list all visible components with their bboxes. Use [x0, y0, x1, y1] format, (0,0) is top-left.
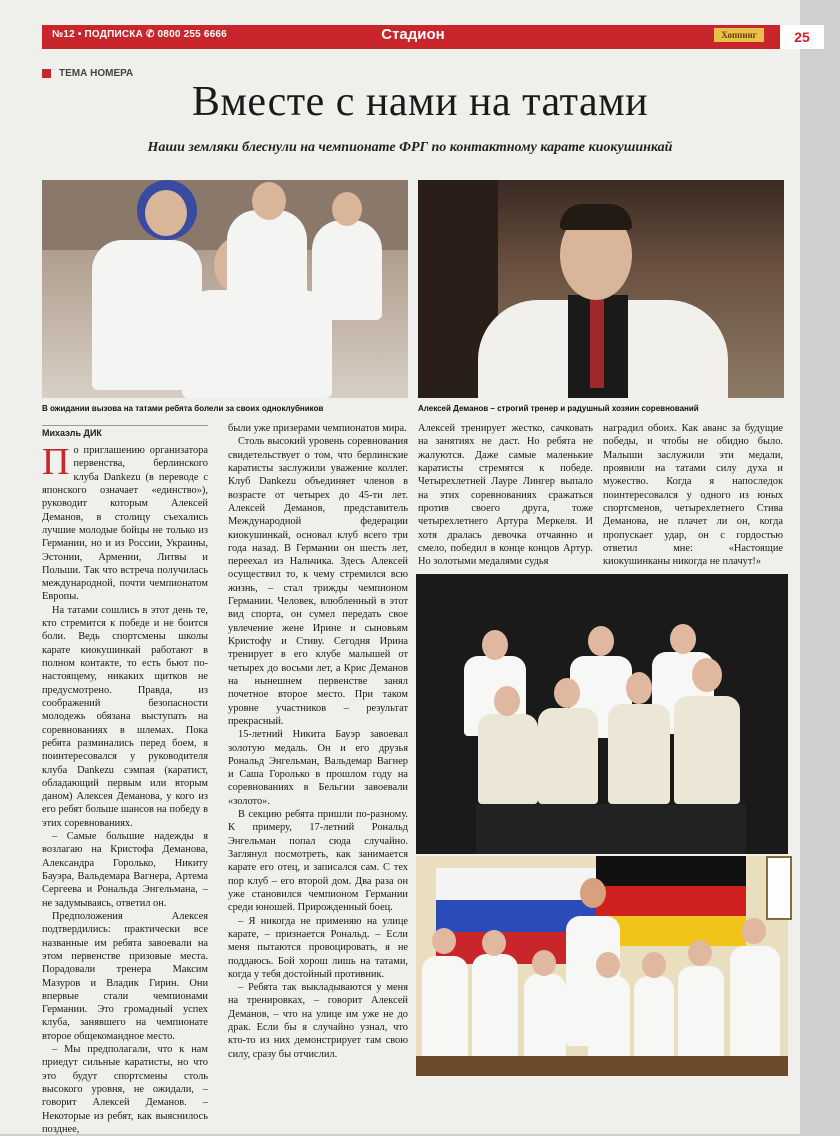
issue-info: №12 • ПОДПИСКА ✆ 0800 255 6666	[52, 29, 227, 40]
byline: Михаэль ДИК	[42, 425, 208, 438]
drop-cap: П	[42, 441, 70, 483]
section-title: Стадион	[381, 26, 445, 43]
article-title: Вместе с нами на татами	[191, 79, 649, 125]
col4-para-1: наградил обоих. Как аванс за будущие победы, и чтобы не обидно было. Малыши заслужили эти медали, проявили на татами силу духа и мужество. Когда я напоследок поинтересовался у одного из юных спортсменов, четырехлетнего Стива Деманова, не плачет ли он, когда пропускает удар, он с гордостью ответил мне: «Настоящие киокушинканы никогда не плачут!»	[603, 423, 783, 568]
photo-kids-flags	[416, 856, 788, 1076]
col1-para-2: На татами сошлись в этот день те, кто стремится к победе и не боится боли. Ведь спортсмены школы карате киокушинкай работают в полном контакте, то есть бьют по-настоящему, никаких щитков не предусмотрено. Правда, из соображений безопасности молодежь обязана выступать на соревнованиях в шлемах. Пока ребята разминались перед боем, я поинтересовался у руководителя клуба Dankezu сэмпая (каратист, обладающий первым или вторым даном) Алексея Деманова, у кого из его ребят больше шансов на победу в этих соревнованиях.	[42, 604, 208, 829]
rubric-marker-icon	[42, 69, 51, 78]
col1-para-5: – Мы предполагали, что к нам приедут сильные каратисты, но что это будут спортсмены столь высокого уровня, не ожидали, – говорит Алексей Деманов. – Некоторые из ребят, как выяснилось позднее,	[42, 1044, 208, 1135]
caption-photo-coach: Алексей Деманов – строгий тренер и радушный хозяин соревнований	[418, 404, 699, 413]
col2-para-4: В секцию ребята пришли по-разному. К примеру, 17-летний Рональд Энгельман попал сюда случайно. Заглянул посмотреть, как занимается карате его отец, и записался сам. С тех пор клуб – его второй дом. Два раза он уже становился чемпионом Германии среди юношей. Прирожденный боец.	[228, 809, 408, 914]
photo-coach	[418, 180, 784, 398]
photo-team-stage	[416, 574, 788, 854]
page-number: 25	[780, 25, 824, 49]
caption-photo-kids: В ожидании вызова на татами ребята болели за своих одноклубников	[42, 404, 324, 413]
col2-para-3: 15-летний Никита Бауэр завоевал золотую медаль. Он и его друзья Рональд Энгельман, Вальдемар Вагнер и Саша Горолько в прошлом году на соревнованиях в Бельгии завоевали «золото».	[228, 729, 408, 807]
column-1	[42, 441, 208, 1135]
column-2	[228, 422, 408, 1102]
col2-para-2: Столь высокий уровень соревнования свидетельствует о том, что берлинские каратисты заслужили уважение коллег. Клуб Dankezu объединяет членов в возрасте от четырех до 45-ти лет. Алексей Деманов, представитель Международной федерации киокушинкай, основал клуб всего три года назад. В Германии он шесть лет, переехал из Нальчика. Здесь Алексей осуществил то, к чему стремился всю жизнь, – стал трижды чемпионом Германии. Человек, влюбленный в этот вид спорта, он сумел передать свое увлечение жене Ирине и сыновьям Кристофу и Стиву. Сегодня Ирина тренирует в его клубе малышей от четырех до восьми лет, а Крис Деманов на нынешнем первенстве занял почетное второе место. При таком уровне участников – результат прекрасный.	[228, 436, 408, 727]
col2-para-5: – Я никогда не применяю на улице карате, – признается Рональд. – Если меня пытаются провоцировать, я не поддаюсь. Бой хорош лишь на татами, когда у тебя достойный противник.	[228, 915, 408, 980]
col3-para-1: Алексей тренирует жестко, сачковать на занятиях не даст. Но ребята не жалуются. Даже самые маленькие каратисты стремятся к победе. Четырехлетней Лауре Лингер выпало на этих соревнованиях сражаться против своего друга, тоже четырехлетнего Артура Меркеля. И хотя дралась девочка отчаянно и смело, победил в конце концов Артур. Но золотыми медалями судья	[418, 423, 593, 568]
col1-para-4: Предположения Алексея подтвердились: практически все названные им ребята завоевали на этом первенстве призовые места. Порадовали тренера Максим Мазуров и Владик Гирин. Они впервые стали чемпионами Германии. Это громадный успех клуба, занявшего на чемпионате второе общекомандное место.	[42, 910, 208, 1042]
col2-para-1: были уже призерами чемпионатов мира.	[228, 423, 407, 434]
column-3	[418, 422, 593, 572]
col1-para-3: – Самые большие надежды я возлагаю на Кристофа Деманова, Александра Горолько, Никиту Бауэра, Вальдемара Вагнера, Артема Сергеева и Рональда Энгельмана, – не задумываясь, ответил он.	[42, 831, 208, 909]
col1-para-1: о приглашению организатора первенства, берлинского клуба Dankezu (в переводе с японского означает «единство»), руководит которым Алексей Деманов, в столицу съехались лучшие молодые бойцы не только из Германии, но и из России, Украины, Эстонии, Армении, Литвы и Польши. Так что встреча получилась международной, почти чемпионатом Европы.	[42, 445, 208, 603]
publication-logo: Хоппинг	[714, 28, 764, 42]
rubric-label: ТЕМА НОМЕРА	[59, 67, 134, 79]
column-4	[603, 422, 783, 572]
article-subtitle: Наши земляки блеснули на чемпионате ФРГ по контактному карате киокушинкай	[147, 140, 673, 155]
photo-kids-waiting	[42, 180, 408, 398]
page-header-bar	[42, 25, 810, 49]
col2-para-6: – Ребята так выкладываются у меня на тренировках, – говорит Алексей Деманов, – что на улице им уже не до драк. Если бы я случайно узнал, что кто-то из них демонстрирует там свою силу, сразу бы отчислил.	[228, 982, 408, 1060]
